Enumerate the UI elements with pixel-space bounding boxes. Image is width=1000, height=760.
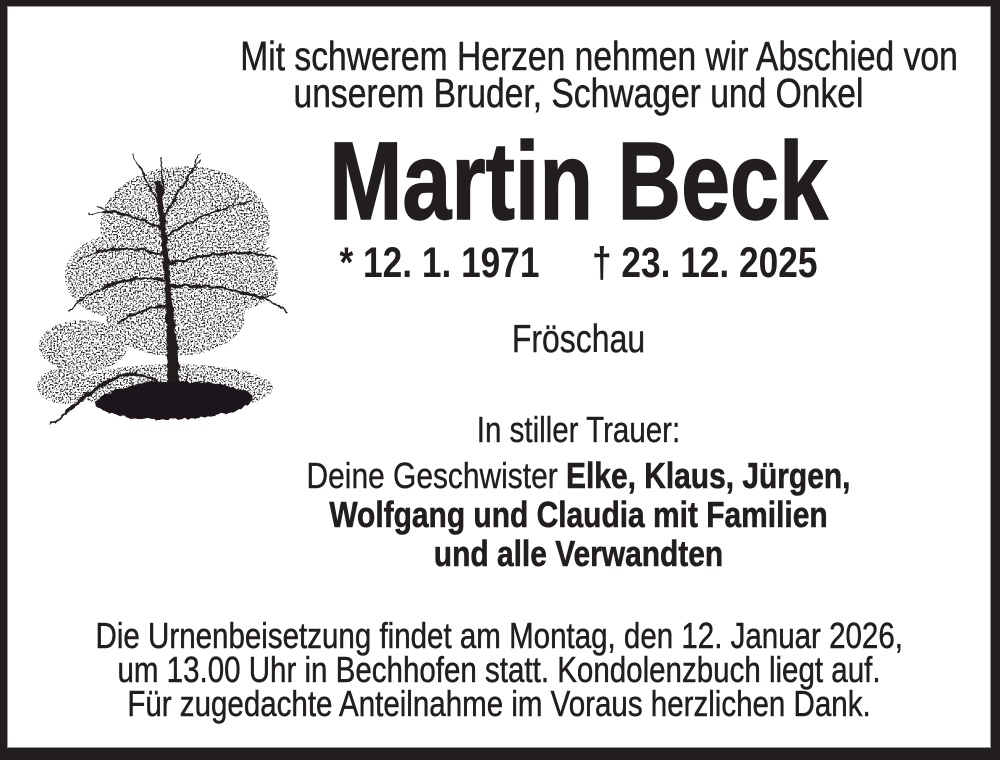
funeral-info bbox=[95, 615, 903, 724]
mourners-names-bold: Elke, Klaus, Jürgen, bbox=[566, 455, 851, 496]
place-name: Fröschau bbox=[511, 318, 646, 361]
death-date: † 23. 12. 2025 bbox=[591, 239, 818, 287]
funeral-info-line-1: Die Urnenbeisetzung findet am Montag, den 12. Januar 2026, bbox=[95, 615, 903, 656]
intro-line-2: unserem Bruder, Schwager und Onkel bbox=[293, 69, 864, 116]
deceased-name: Martin Beck bbox=[329, 120, 828, 243]
mourning-heading: In stiller Trauer: bbox=[476, 409, 681, 450]
mourners-line-2: Wolfgang und Claudia mit Familien bbox=[329, 494, 828, 535]
mourners-block bbox=[240, 456, 917, 573]
mourners-line-1 bbox=[240, 456, 917, 495]
mourners-prefix: Deine Geschwister bbox=[306, 455, 567, 496]
funeral-info-line-3: Für zugedachte Anteilnahme im Voraus herzlichen Dank. bbox=[127, 683, 871, 724]
intro-text bbox=[240, 33, 958, 116]
mourners-line-3: und alle Verwandten bbox=[433, 533, 724, 574]
funeral-info-line-2: um 13.00 Uhr in Bechhofen statt. Kondolenzbuch liegt auf. bbox=[117, 649, 881, 690]
intro-line-1: Mit schwerem Herzen nehmen wir Abschied von bbox=[240, 33, 958, 79]
birth-date: * 12. 1. 1971 bbox=[339, 239, 540, 287]
life-dates bbox=[240, 238, 917, 288]
